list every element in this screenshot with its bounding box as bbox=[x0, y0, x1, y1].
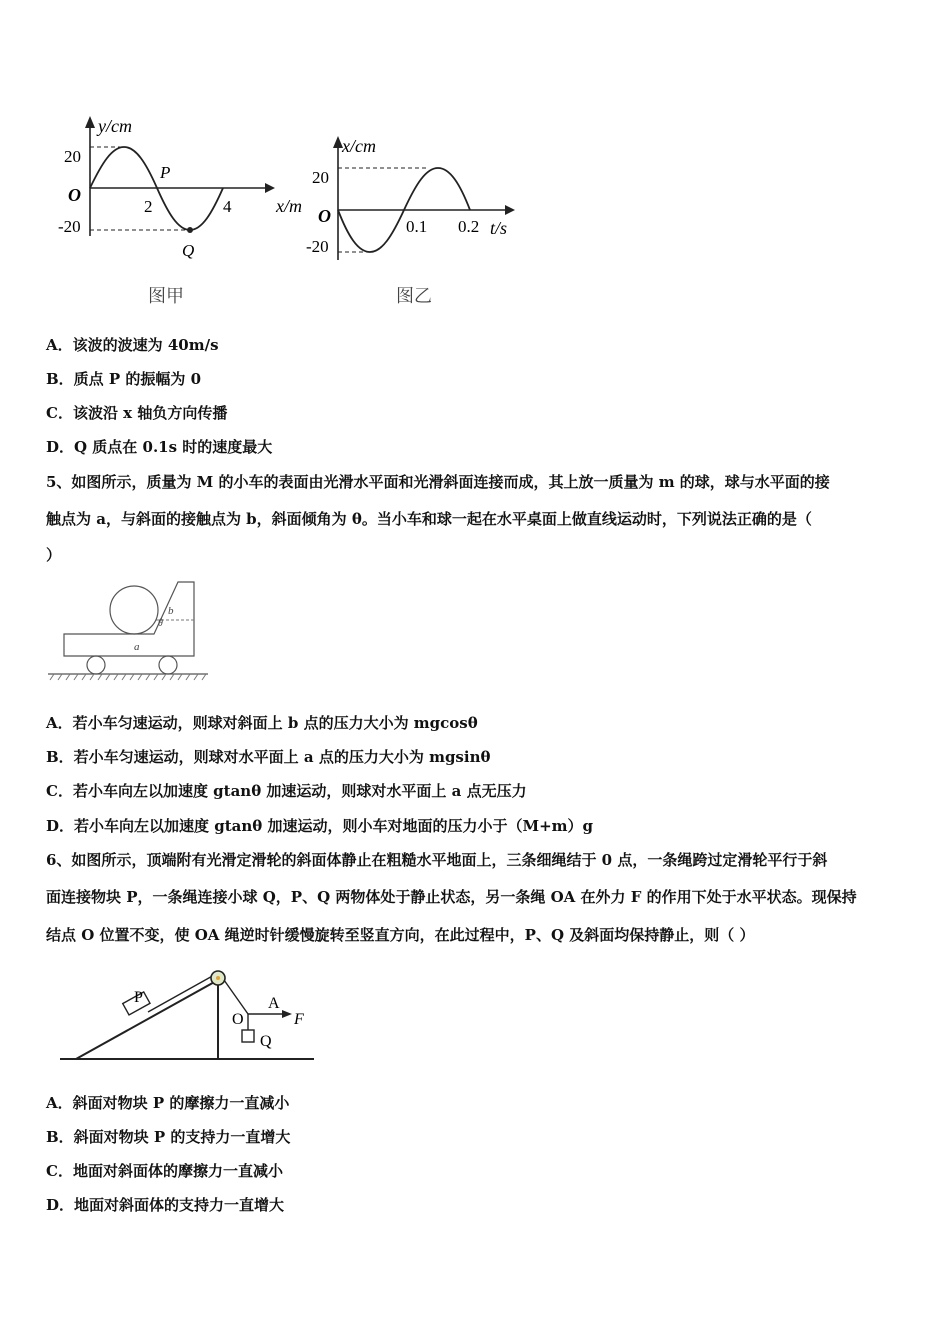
incline-body bbox=[76, 980, 218, 1059]
t-axis-arrow bbox=[505, 205, 515, 215]
t-axis-label: t/s bbox=[490, 218, 508, 238]
ball-q bbox=[242, 1030, 254, 1042]
label-a: a bbox=[134, 641, 140, 653]
figure-yi-vibration-graph bbox=[300, 128, 540, 318]
label-o: O bbox=[232, 1011, 244, 1028]
tick-4: 4 bbox=[223, 197, 232, 216]
label-theta: θ bbox=[158, 618, 163, 629]
q6-stem-line-1: 6、如图所示，顶端附有光滑定滑轮的斜面体静止在粗糙水平地面上，三条细绳结于 0 点，一条绳跨过定滑轮平行于斜 bbox=[46, 851, 828, 869]
y-axis-arrow bbox=[85, 116, 95, 128]
force-arrow bbox=[282, 1010, 292, 1018]
caption-jia: 图甲 bbox=[148, 286, 184, 307]
ball bbox=[110, 586, 158, 634]
label-p: P bbox=[134, 989, 143, 1006]
q4-option-c: C．该波沿 x 轴负方向传播 bbox=[46, 404, 228, 422]
label-a: A bbox=[268, 995, 280, 1012]
q5-stem-line-3: ） bbox=[46, 546, 62, 564]
q5-option-d: D．若小车向左以加速度 gtanθ 加速运动，则小车对地面的压力小于（M+m）g bbox=[46, 817, 594, 835]
label-f: F bbox=[294, 1011, 304, 1028]
ground-hatching bbox=[50, 674, 206, 680]
q5-option-c: C．若小车向左以加速度 gtanθ 加速运动，则球对水平面上 a 点无压力 bbox=[46, 782, 527, 800]
q5-option-b: B．若小车匀速运动，则球对水平面上 a 点的压力大小为 mgsinθ bbox=[46, 748, 491, 766]
tick-20: 20 bbox=[64, 147, 81, 166]
string-to-knot bbox=[224, 980, 248, 1014]
y-axis-label: x/cm bbox=[342, 136, 376, 156]
x-axis-arrow bbox=[265, 183, 275, 193]
q6-stem-line-3: 结点 O 位置不变，使 OA 绳逆时针缓慢旋转至竖直方向，在此过程中，P、Q 及斜面均保持静止，则（ ） bbox=[46, 926, 755, 944]
string-to-p bbox=[148, 974, 216, 1012]
q5-stem-line-2: 触点为 a，与斜面的接触点为 b，斜面倾角为 θ。当小车和球一起在水平桌面上做直线运动时，下列说法正确的是（ bbox=[46, 510, 812, 528]
x-axis-label: x/m bbox=[276, 196, 302, 216]
q6-option-b: B．斜面对物块 P 的支持力一直增大 bbox=[46, 1128, 291, 1146]
cart-body bbox=[64, 582, 194, 656]
caption-yi: 图乙 bbox=[396, 286, 432, 307]
q5-option-a: A．若小车匀速运动，则球对斜面上 b 点的压力大小为 mgcosθ bbox=[46, 714, 478, 732]
wheel-right bbox=[159, 656, 177, 674]
point-q-label: Q bbox=[182, 241, 195, 260]
q5-stem-line-1: 5、如图所示，质量为 M 的小车的表面由光滑水平面和光滑斜面连接而成，其上放一质量为 m 的球，球与水平面的接 bbox=[46, 473, 830, 491]
q4-option-b: B．质点 P 的振幅为 0 bbox=[46, 370, 202, 388]
point-p-label: P bbox=[160, 163, 171, 182]
q6-stem-line-2: 面连接物块 P，一条绳连接小球 Q，P、Q 两物体处于静止状态，另一条绳 OA 在外力 F 的作用下处于水平状态。现保持 bbox=[46, 888, 857, 906]
y-axis-label: y/cm bbox=[98, 116, 132, 136]
tick-0-2: 0.2 bbox=[458, 217, 480, 236]
q5-cart-figure bbox=[44, 578, 214, 688]
q6-option-c: C．地面对斜面体的摩擦力一直减小 bbox=[46, 1162, 283, 1180]
tick-minus-20: -20 bbox=[306, 237, 329, 256]
origin-label: O bbox=[68, 185, 81, 205]
label-q: Q bbox=[260, 1033, 272, 1050]
q6-option-a: A．斜面对物块 P 的摩擦力一直减小 bbox=[46, 1094, 290, 1112]
q6-option-d: D．地面对斜面体的支持力一直增大 bbox=[46, 1196, 285, 1214]
tick-20: 20 bbox=[312, 168, 329, 187]
q4-option-d: D．Q 质点在 0.1s 时的速度最大 bbox=[46, 438, 273, 456]
point-q-dot bbox=[187, 227, 193, 233]
wheel-left bbox=[87, 656, 105, 674]
q4-option-a: A．该波的波速为 40m/s bbox=[46, 336, 219, 354]
q6-incline-pulley-figure bbox=[56, 966, 326, 1070]
label-b: b bbox=[168, 605, 174, 617]
tick-minus-20: -20 bbox=[58, 217, 81, 236]
tick-2: 2 bbox=[144, 197, 153, 216]
pulley-axle bbox=[216, 976, 220, 980]
tick-0-1: 0.1 bbox=[406, 217, 428, 236]
figure-jia-wave-graph bbox=[40, 108, 302, 318]
origin-label: O bbox=[318, 206, 331, 226]
